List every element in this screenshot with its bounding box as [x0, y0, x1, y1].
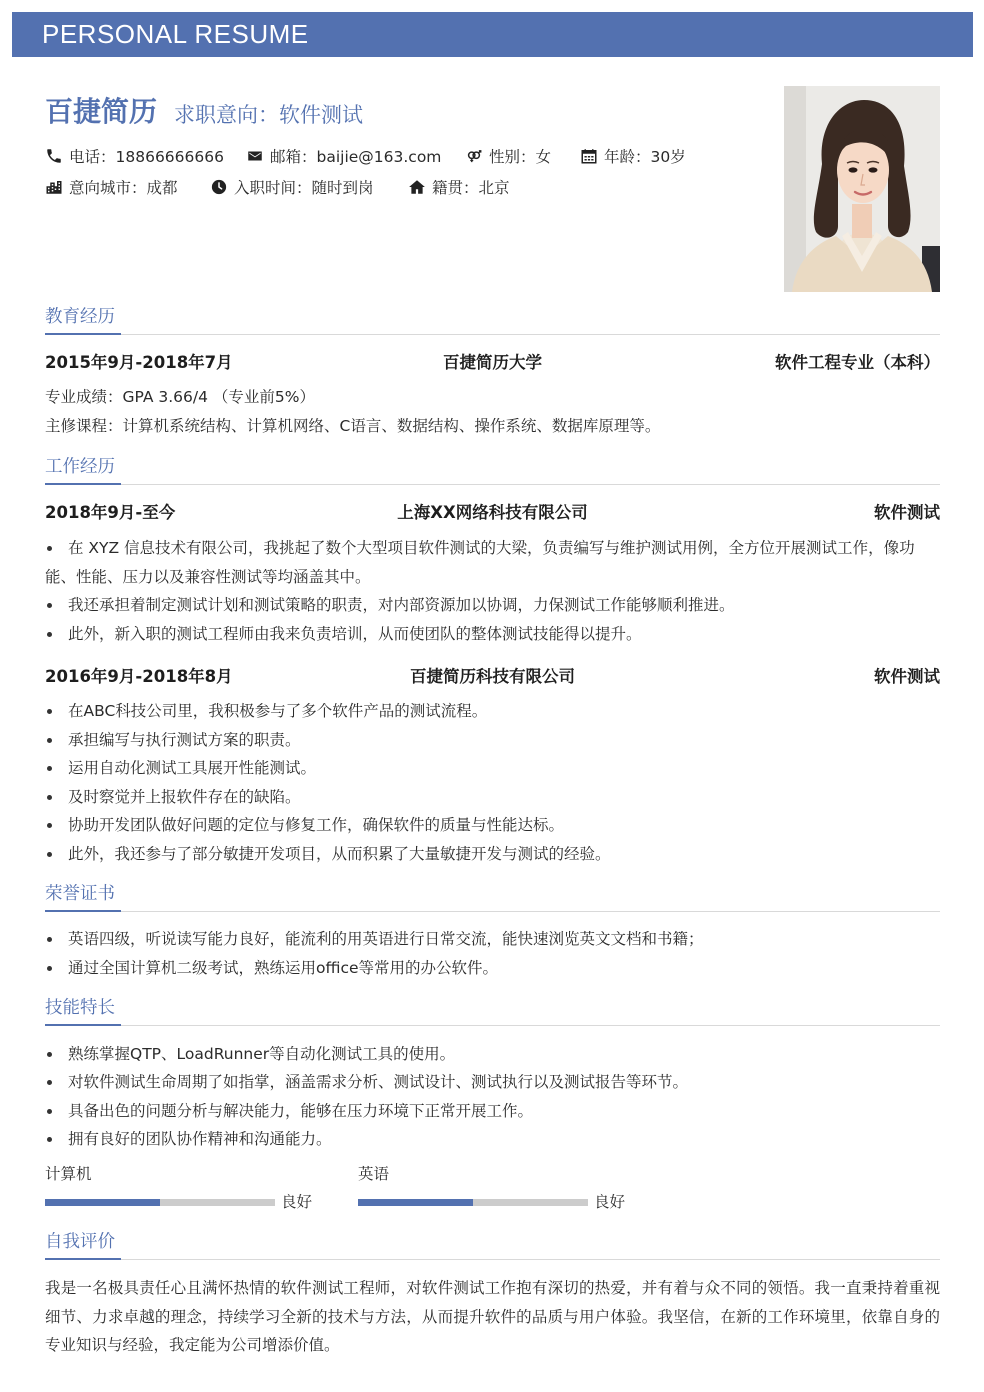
skills-bullet-3: 具备出色的问题分析与解决能力，能够在压力环境下正常开展工作。: [45, 1097, 940, 1126]
job-2-period: 2016年9月-2018年8月: [45, 667, 233, 686]
education-period: 2015年9月-2018年7月: [45, 353, 233, 372]
start-date-text: 入职时间：随时到岗: [234, 179, 374, 197]
phone-text: 电话：18866666666: [69, 148, 224, 166]
skill-bar-english: [358, 1199, 588, 1206]
age-info: [580, 145, 686, 167]
home-icon: [408, 178, 426, 196]
bullet-dot: [47, 966, 52, 971]
age-text: 年龄：30岁: [604, 148, 686, 166]
skills-section-title: 技能特长: [45, 998, 115, 1018]
honors-bullet-1: 英语四级，听说读写能力良好，能流利的用英语进行日常交流，能快速浏览英文文档和书籍；: [45, 925, 940, 954]
mail-icon: [246, 147, 264, 165]
job-2-bullet-5: 协助开发团队做好问题的定位与修复工作，确保软件的质量与性能达标。: [45, 811, 940, 840]
education-major: 软件工程专业（本科）: [775, 353, 940, 372]
bullet-dot: [47, 937, 52, 942]
city-info: [45, 176, 210, 198]
phone-icon: [45, 147, 63, 165]
skill-bar-computer: [45, 1199, 275, 1206]
skill-level-computer: 良好: [281, 1193, 313, 1211]
skills-bullet-2: 对软件测试生命周期了如指掌，涵盖需求分析、测试设计、测试执行以及测试报告等环节。: [45, 1068, 940, 1097]
basic-info-row: [45, 176, 510, 198]
job-1-bullet-1: 在 XYZ 信息技术有限公司，我挑起了数个大型项目软件测试的大梁，负责编写与维护测试用例，全方位开展测试工作，像功能、性能、压力以及兼容性测试等均涵盖其中。: [45, 539, 915, 586]
self-eval-divider: [45, 1259, 940, 1260]
bullet-dot: [47, 709, 52, 714]
skill-bar-fill-computer: [45, 1199, 160, 1206]
education-accent-bar: [45, 333, 121, 335]
skills-divider: [45, 1025, 940, 1026]
self-eval-accent-bar: [45, 1258, 121, 1260]
work-divider: [45, 484, 940, 485]
gender-icon: [465, 147, 483, 165]
bullet-dot: [47, 632, 52, 637]
email-text: 邮箱：baijie@163.com: [270, 148, 442, 166]
banner-title: PERSONAL RESUME: [42, 19, 309, 49]
job-2-bullet-3: 运用自动化测试工具展开性能测试。: [45, 754, 940, 783]
hometown-info: [408, 176, 510, 198]
skills-bullet-4: 拥有良好的团队协作精神和沟通能力。: [45, 1125, 940, 1154]
skills-bullet-1: 熟练掌握QTP、LoadRunner等自动化测试工具的使用。: [45, 1040, 940, 1069]
bullet-dot: [47, 1052, 52, 1057]
skill-bar-label-english: 英语: [358, 1165, 390, 1183]
skill-bar-label-computer: 计算机: [45, 1165, 92, 1183]
calendar-icon: [580, 147, 598, 165]
honors-accent-bar: [45, 910, 121, 912]
job-2-bullet-2: 承担编写与执行测试方案的职责。: [45, 726, 940, 755]
honors-divider: [45, 911, 940, 912]
job-2-role: 软件测试: [874, 667, 940, 686]
job-1-company: 上海XX网络科技有限公司: [397, 503, 588, 522]
skills-accent-bar: [45, 1024, 121, 1026]
job-1-period: 2018年9月-至今: [45, 503, 176, 522]
gender-info: [465, 145, 580, 167]
phone-info: [45, 145, 246, 167]
city-icon: [45, 178, 63, 196]
honors-section-title: 荣誉证书: [45, 884, 115, 904]
bullet-dot: [47, 795, 52, 800]
education-school: 百捷简历大学: [443, 353, 542, 372]
education-divider: [45, 334, 940, 335]
start-date-info: [210, 176, 408, 198]
job-2-header: [45, 665, 940, 689]
hometown-text: 籍贯：北京: [432, 179, 510, 197]
self-eval-section-title: 自我评价: [45, 1232, 115, 1252]
job-intent: 求职意向：软件测试: [174, 103, 363, 127]
education-section-title: 教育经历: [45, 307, 115, 327]
header-banner: [12, 12, 973, 57]
work-accent-bar: [45, 483, 121, 485]
job-2-bullet-6: 此外，我还参与了部分敏捷开发项目，从而积累了大量敏捷开发与测试的经验。: [45, 840, 940, 869]
email-info: [246, 145, 465, 167]
bullet-dot: [47, 823, 52, 828]
skill-level-english: 良好: [594, 1193, 626, 1211]
city-text: 意向城市：成都: [69, 179, 178, 197]
bullet-dot: [47, 738, 52, 743]
education-courses: 主修课程：计算机系统结构、计算机网络、C语言、数据结构、操作系统、数据库原理等。: [45, 417, 661, 435]
clock-icon: [210, 178, 228, 196]
candidate-name: 百捷简历: [45, 95, 158, 128]
self-eval-text: 我是一名极具责任心且满怀热情的软件测试工程师，对软件测试工作抱有深切的热爱，并有着与众不同的领悟。我一直秉持着重视细节、力求卓越的理念，持续学习全新的技术与方法，从而提升软件的品质与用户体验。我坚信，在新的工作环境里，依靠自身的专业知识与经验，我定能为公司增添价值。: [45, 1279, 940, 1354]
job-1-role: 软件测试: [874, 503, 940, 522]
education-gpa: 专业成绩：GPA 3.66/4 （专业前5%）: [45, 388, 316, 406]
bullet-dot: [47, 1137, 52, 1142]
bullet-dot: [47, 603, 52, 608]
education-entry-header: [45, 351, 940, 375]
bullet-dot: [47, 766, 52, 771]
honors-bullet-2: 通过全国计算机二级考试，熟练运用office等常用的办公软件。: [45, 954, 940, 983]
bullet-dot: [47, 546, 52, 551]
job-1-bullet-3: 此外，新入职的测试工程师由我来负责培训，从而使团队的整体测试技能得以提升。: [45, 620, 940, 649]
job-1-bullet-2: 我还承担着制定测试计划和测试策略的职责，对内部资源加以协调，力保测试工作能够顺利推进。: [45, 591, 940, 620]
bullet-dot: [47, 1109, 52, 1114]
work-section-title: 工作经历: [45, 457, 115, 477]
contact-info-row: [45, 145, 686, 167]
job-2-bullet-1: 在ABC科技公司里，我积极参与了多个软件产品的测试流程。: [45, 697, 940, 726]
job-2-company: 百捷简历科技有限公司: [410, 667, 575, 686]
profile-photo: [784, 86, 940, 292]
bullet-dot: [47, 1080, 52, 1085]
skill-bar-fill-english: [358, 1199, 473, 1206]
bullet-dot: [47, 852, 52, 857]
job-1-header: [45, 501, 940, 525]
gender-text: 性别：女: [489, 148, 552, 166]
job-2-bullet-4: 及时察觉并上报软件存在的缺陷。: [45, 783, 940, 812]
